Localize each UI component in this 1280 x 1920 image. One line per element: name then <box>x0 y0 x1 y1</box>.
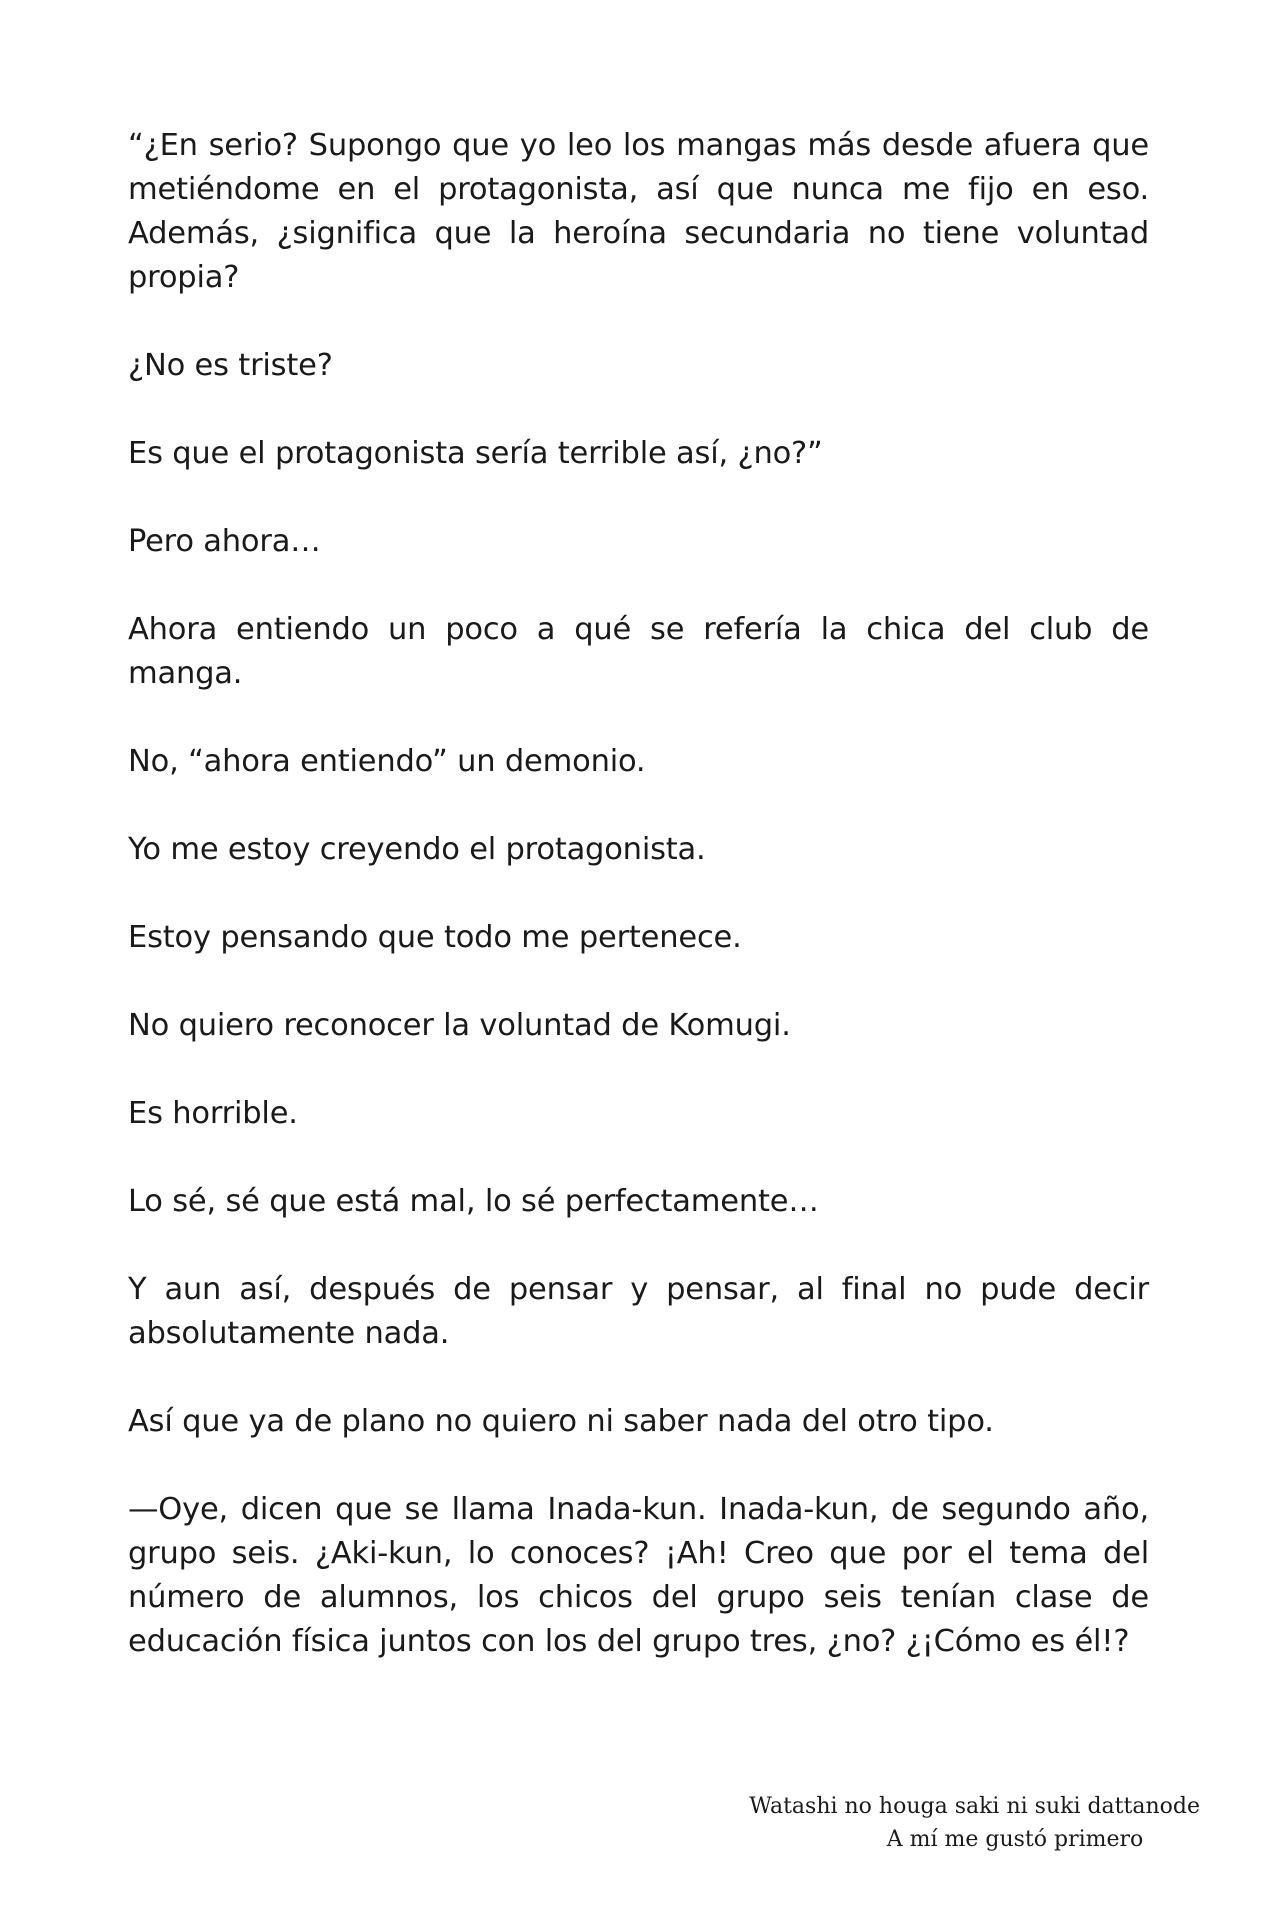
paragraph: Es horrible. <box>128 1096 298 1131</box>
paragraph: “¿En serio? Supongo que yo leo los mangas más desde afuera que metiéndome en el protagonista, así que nunca me fijo en eso. Además, ¿significa que la heroína secundaria no tiene voluntad propia? <box>128 128 1149 295</box>
paragraph: Y aun así, después de pensar y pensar, al final no pude decir absolutamente nada. <box>128 1272 1149 1351</box>
paragraph: Yo me estoy creyendo el protagonista. <box>128 832 706 867</box>
page-footer <box>700 1790 1260 1856</box>
paragraph: Estoy pensando que todo me pertenece. <box>128 920 742 955</box>
paragraph: Es que el protagonista sería terrible así, ¿no?” <box>128 436 823 471</box>
footer-translated-title: A mí me gustó primero <box>886 1827 1144 1852</box>
footer-series-title: Watashi no houga saki ni suki dattanode <box>749 1794 1200 1819</box>
paragraph: Ahora entiendo un poco a qué se refería la chica del club de manga. <box>128 612 1149 691</box>
paragraph: Así que ya de plano no quiero ni saber nada del otro tipo. <box>128 1404 994 1439</box>
paragraph: ¿No es triste? <box>128 348 333 383</box>
paragraph: Pero ahora… <box>128 524 321 559</box>
paragraph: —Oye, dicen que se llama Inada-kun. Inada-kun, de segundo año, grupo seis. ¿Aki-kun, lo conoces? ¡Ah! Creo que por el tema del número de alumnos, los chicos del grupo seis tenían clase de educación física juntos con los del grupo tres, ¿no? ¿¡Cómo es él!? <box>128 1492 1149 1659</box>
paragraph: Lo sé, sé que está mal, lo sé perfectamente… <box>128 1184 819 1219</box>
page-body-text <box>128 124 1149 1708</box>
paragraph: No, “ahora entiendo” un demonio. <box>128 744 646 779</box>
paragraph: No quiero reconocer la voluntad de Komugi. <box>128 1008 791 1043</box>
